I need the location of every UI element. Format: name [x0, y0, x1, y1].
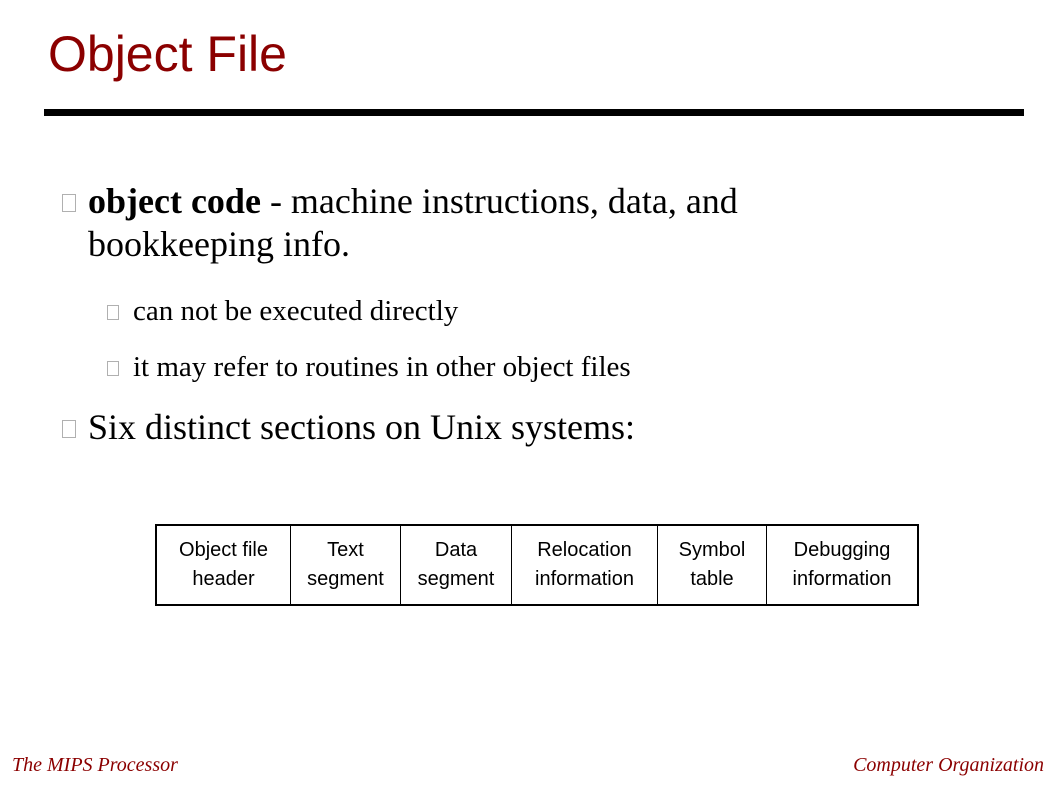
title-divider [44, 109, 1024, 116]
footer-left: The MIPS Processor [12, 754, 178, 776]
section-cell-debugging: Debugging information [792, 539, 892, 590]
section-cell-symbol-table: Symbol table [658, 526, 767, 604]
bullet-icon [62, 194, 76, 212]
object-file-sections-diagram [155, 524, 919, 606]
section-cell-text: Text segment [291, 526, 401, 604]
subbullet-not-executable [107, 293, 458, 329]
slide-title: Object File [48, 26, 287, 82]
section-cell-data: Data segment [401, 526, 512, 604]
bullet-description: - machine instructions, data, and bookkeeping info. [88, 181, 738, 264]
bullet-bold-term: object code [88, 181, 261, 221]
subbullet-refers-routines [107, 349, 631, 385]
bullet-text: Six distinct sections on Unix systems: [88, 407, 636, 447]
subbullet-text: it may refer to routines in other object files [133, 351, 631, 383]
bullet-text [88, 180, 908, 266]
bullet-six-sections [62, 406, 635, 449]
bullet-icon [107, 361, 119, 376]
footer-right: Computer Organization [853, 754, 1044, 776]
subbullet-text: can not be executed directly [133, 295, 459, 327]
bullet-icon [62, 420, 76, 438]
bullet-icon [107, 305, 119, 320]
section-cell-header: Object file header [157, 526, 291, 604]
bullet-object-code [62, 180, 908, 266]
section-cell-relocation: Relocation information [512, 526, 658, 604]
